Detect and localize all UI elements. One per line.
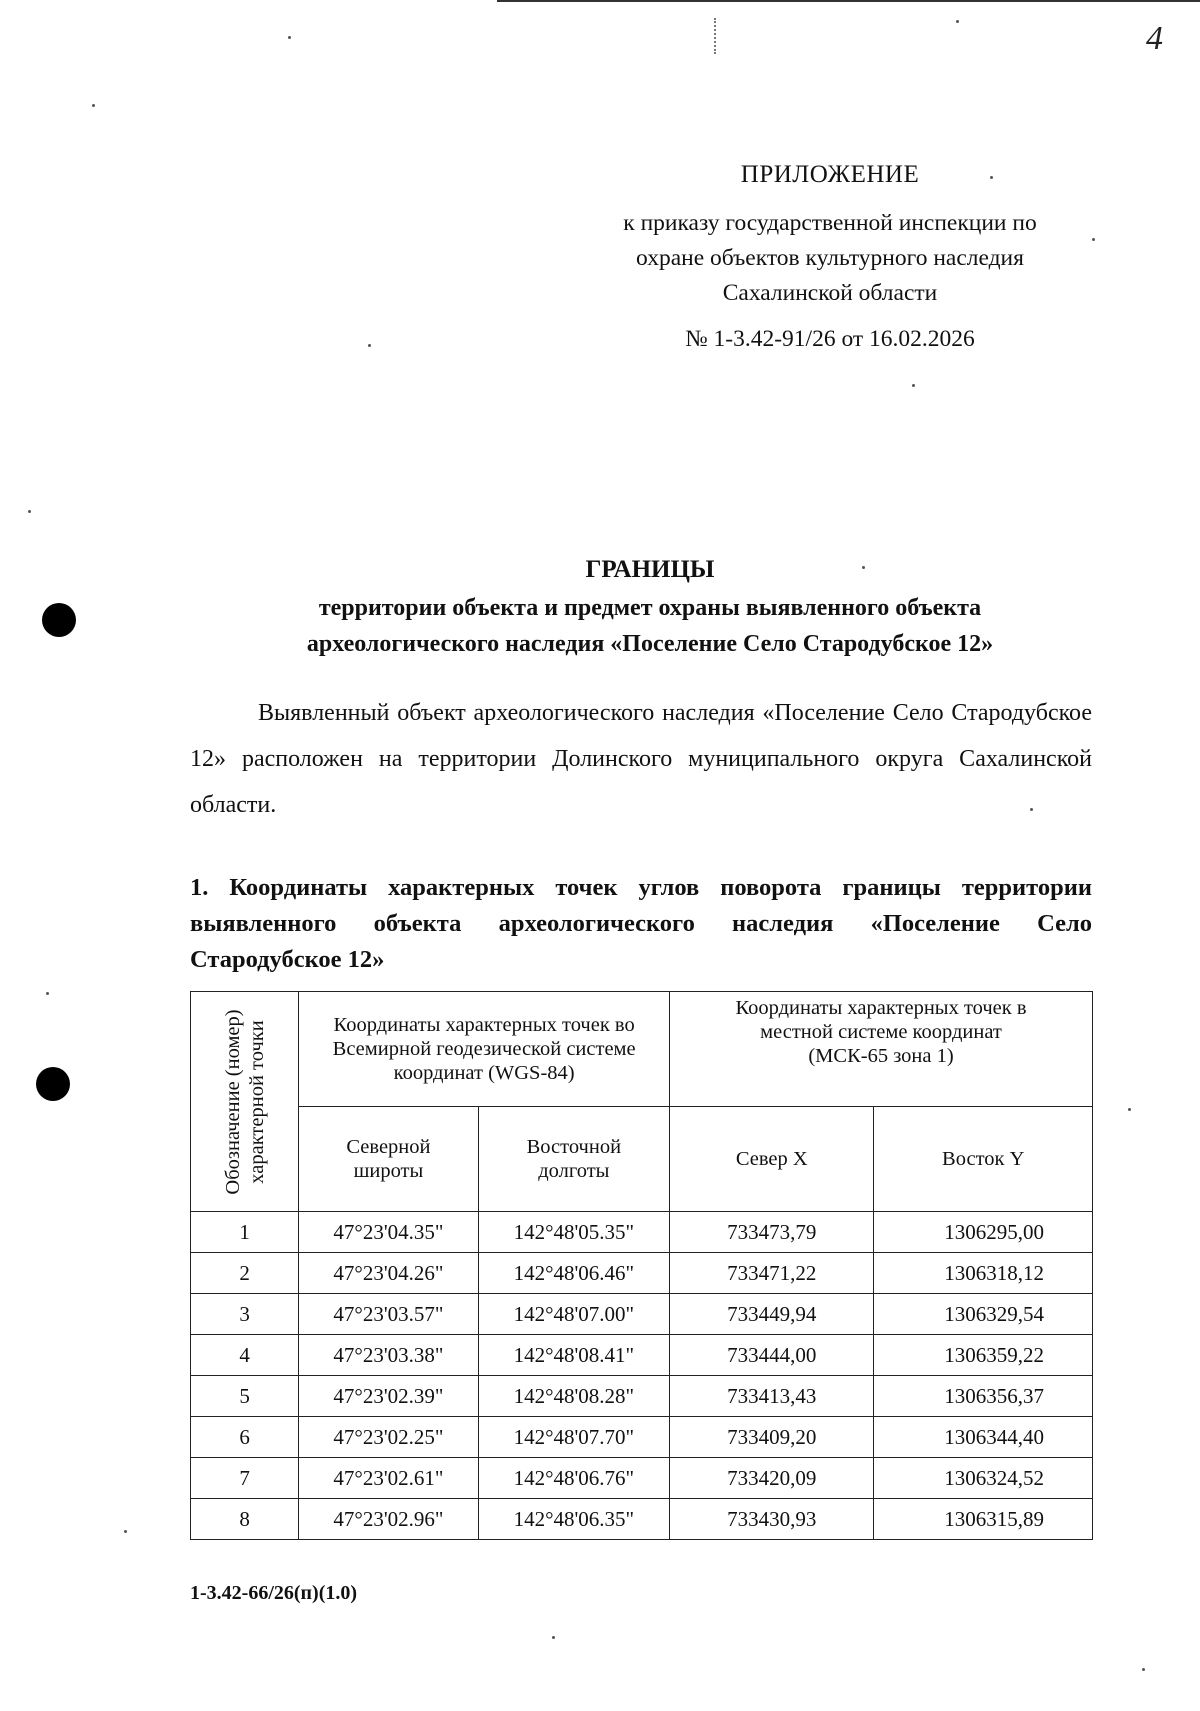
- header-point-number: [191, 992, 299, 1212]
- handwritten-page-number: 4: [1146, 20, 1163, 57]
- east-y-cell: 1306315,89: [874, 1499, 1093, 1540]
- longitude-cell: 142°48'07.00": [478, 1294, 669, 1335]
- punch-hole: [42, 603, 76, 637]
- point-number-cell: 1: [191, 1212, 299, 1253]
- east-y-cell: 1306344,40: [874, 1417, 1093, 1458]
- scan-speck: [862, 566, 865, 569]
- appendix-title: ПРИЛОЖЕНИЕ: [740, 161, 920, 188]
- header-wgs-group: Координаты характерных точек во Всемирной геодезической системе координат (WGS-84): [299, 992, 670, 1107]
- document-title: ГРАНИЦЫ: [585, 556, 715, 583]
- north-x-cell: 733471,22: [670, 1253, 874, 1294]
- table-row: [191, 1417, 1093, 1458]
- scan-edge-line: [497, 0, 1200, 2]
- latitude-cell: 47°23'02.39": [299, 1376, 478, 1417]
- scan-speck: [1128, 1108, 1131, 1111]
- latitude-cell: 47°23'04.35": [299, 1212, 478, 1253]
- header-east-y: Восток Y: [874, 1107, 1093, 1212]
- east-y-cell: 1306318,12: [874, 1253, 1093, 1294]
- point-number-cell: 7: [191, 1458, 299, 1499]
- scan-speck: [368, 344, 371, 347]
- footer-document-code: 1-3.42-66/26(п)(1.0): [190, 1582, 358, 1604]
- longitude-cell: 142°48'07.70": [478, 1417, 669, 1458]
- section-1-heading: 1. Координаты характерных точек углов поворота границы территории выявленного объекта археологического наследия «Поселение Село Стародубское 12»: [190, 874, 1092, 973]
- scan-speck: [124, 1530, 127, 1533]
- north-x-cell: 733444,00: [670, 1335, 874, 1376]
- coordinates-table-body: [191, 1212, 1093, 1540]
- north-x-cell: 733449,94: [670, 1294, 874, 1335]
- scan-dash-mark: [714, 18, 718, 54]
- north-x-cell: 733473,79: [670, 1212, 874, 1253]
- point-number-cell: 5: [191, 1376, 299, 1417]
- scan-speck: [92, 104, 95, 107]
- north-x-cell: 733430,93: [670, 1499, 874, 1540]
- latitude-cell: 47°23'03.38": [299, 1335, 478, 1376]
- scan-speck: [288, 36, 291, 39]
- latitude-cell: 47°23'03.57": [299, 1294, 478, 1335]
- scan-speck: [990, 176, 993, 179]
- punch-hole: [36, 1067, 70, 1101]
- point-number-cell: 4: [191, 1335, 299, 1376]
- scan-speck: [46, 992, 49, 995]
- appendix-line: Сахалинской области: [722, 280, 938, 306]
- table-row: [191, 1253, 1093, 1294]
- scan-speck: [552, 1636, 555, 1639]
- east-y-cell: 1306295,00: [874, 1212, 1093, 1253]
- point-number-cell: 2: [191, 1253, 299, 1294]
- north-x-cell: 733420,09: [670, 1458, 874, 1499]
- header-longitude: Восточной долготы: [478, 1107, 669, 1212]
- latitude-cell: 47°23'02.61": [299, 1458, 478, 1499]
- appendix-line: к приказу государственной инспекции по: [623, 210, 1037, 236]
- table-row: [191, 1458, 1093, 1499]
- east-y-cell: 1306329,54: [874, 1294, 1093, 1335]
- longitude-cell: 142°48'06.76": [478, 1458, 669, 1499]
- latitude-cell: 47°23'04.26": [299, 1253, 478, 1294]
- header-local-group: Координаты характерных точек в местной системе координат (МСК-65 зона 1): [670, 992, 1093, 1107]
- header-point-number-line: Обозначение (номер): [221, 1008, 244, 1195]
- longitude-cell: 142°48'08.28": [478, 1376, 669, 1417]
- point-number-cell: 8: [191, 1499, 299, 1540]
- east-y-cell: 1306324,52: [874, 1458, 1093, 1499]
- table-row: [191, 1376, 1093, 1417]
- longitude-cell: 142°48'06.46": [478, 1253, 669, 1294]
- point-number-cell: 6: [191, 1417, 299, 1458]
- north-x-cell: 733413,43: [670, 1376, 874, 1417]
- point-number-cell: 3: [191, 1294, 299, 1335]
- longitude-cell: 142°48'06.35": [478, 1499, 669, 1540]
- latitude-cell: 47°23'02.96": [299, 1499, 478, 1540]
- table-row: [191, 1294, 1093, 1335]
- scan-speck: [912, 384, 915, 387]
- intro-paragraph: Выявленный объект археологического наследия «Поселение Село Стародубское 12» расположен на территории Долинского муниципального округа Сахалинской области.: [190, 700, 1092, 818]
- coordinates-table: [190, 991, 1093, 1540]
- document-subtitle-line: территории объекта и предмет охраны выявленного объекта: [318, 595, 982, 621]
- table-row: [191, 1499, 1093, 1540]
- header-north-x: Север X: [670, 1107, 874, 1212]
- longitude-cell: 142°48'08.41": [478, 1335, 669, 1376]
- longitude-cell: 142°48'05.35": [478, 1212, 669, 1253]
- header-latitude: Северной широты: [299, 1107, 478, 1212]
- north-x-cell: 733409,20: [670, 1417, 874, 1458]
- east-y-cell: 1306356,37: [874, 1376, 1093, 1417]
- header-point-number-line: характерной точки: [245, 1019, 268, 1184]
- table-row: [191, 1335, 1093, 1376]
- scan-speck: [28, 510, 31, 513]
- scan-speck: [956, 20, 959, 23]
- table-row: [191, 1212, 1093, 1253]
- east-y-cell: 1306359,22: [874, 1335, 1093, 1376]
- scan-speck: [1092, 238, 1095, 241]
- appendix-order-number: № 1-3.42-91/26 от 16.02.2026: [685, 326, 975, 352]
- appendix-line: охране объектов культурного наследия: [636, 245, 1024, 271]
- latitude-cell: 47°23'02.25": [299, 1417, 478, 1458]
- document-subtitle-line: археологического наследия «Поселение Село Стародубское 12»: [306, 631, 994, 657]
- scan-speck: [1030, 808, 1033, 811]
- scan-speck: [1142, 1668, 1145, 1671]
